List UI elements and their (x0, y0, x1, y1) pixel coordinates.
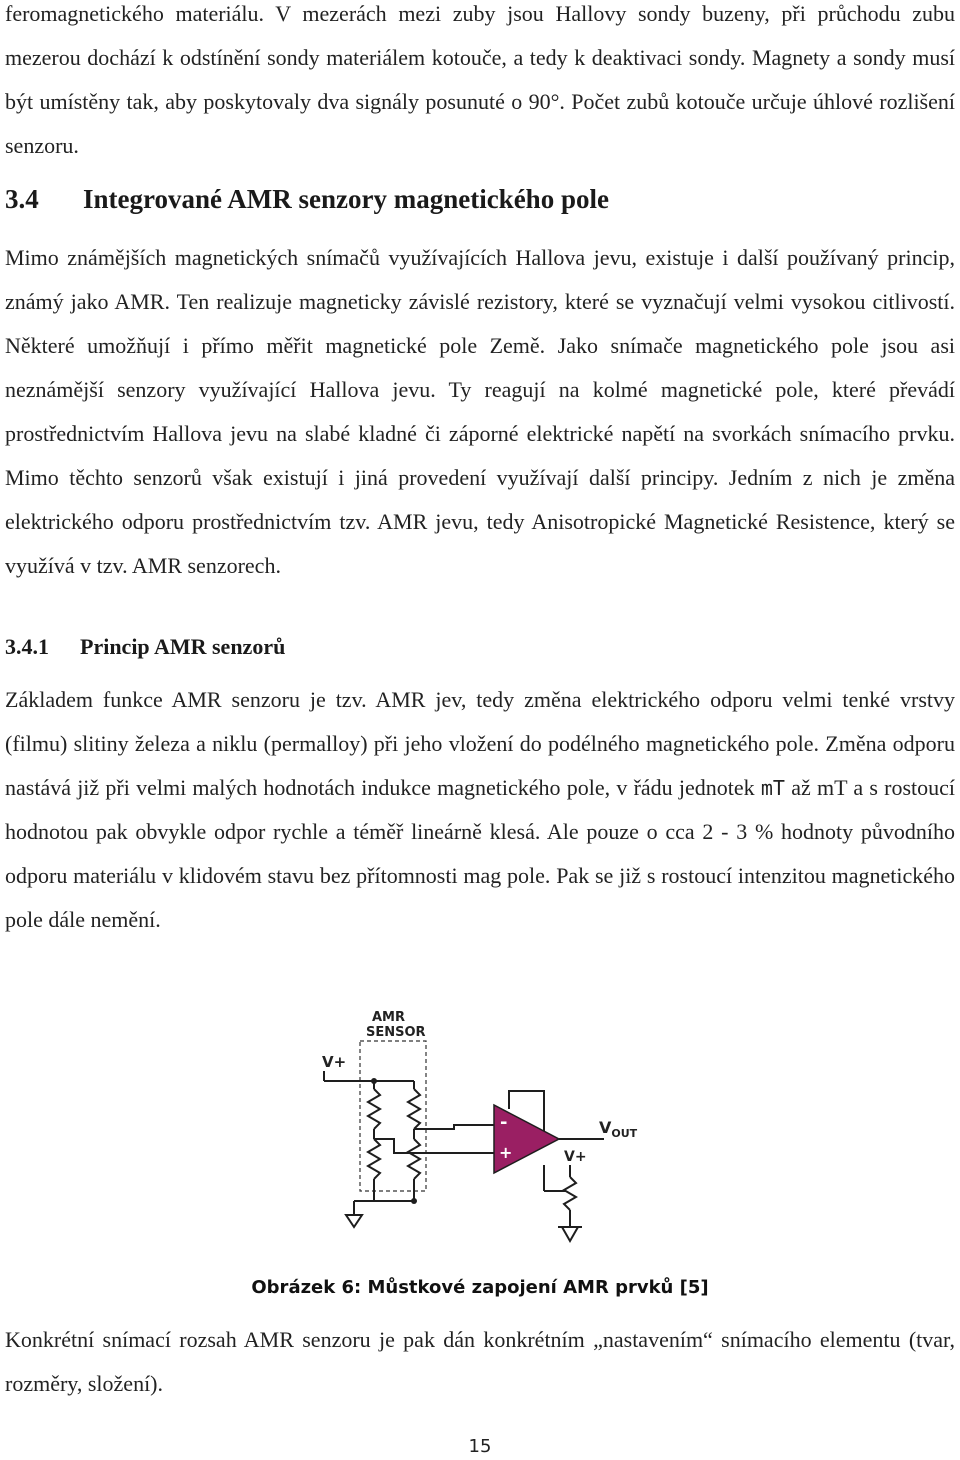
ground-symbol-right (562, 1227, 578, 1241)
figure-caption: Obrázek 6: Můstkové zapojení AMR prvků [5] (251, 1277, 709, 1298)
section-title: Integrované AMR senzory magnetického pole (83, 184, 609, 214)
subsection-paragraph (5, 678, 955, 942)
subsection-text-part1: Základem funkce AMR senzoru je tzv. AMR jev, tedy změna elektrického odporu velmi tenké vrstvy (filmu) slitiny železa a niklu (permalloy) při jeho vložení do podélného magnetického pole. Změna odporu nastává již při velmi malých hodnotách indukce magnetického pole, v řádu jednotek (5, 687, 955, 800)
unit-mono: mT (760, 776, 785, 800)
subsection-text-part2: až mT a s rostoucí hodnotou pak obvykle odpor rychle a téměř lineárně klesá. Ale pouze o cca 2 - 3 % hodnoty původního odporu materiálu v klidovém stavu bez přítomnosti mag pole. Pak se již s rostoucí intenzitou magnetického pole dále nemění. (5, 775, 956, 932)
subsection-number: 3.4.1 (5, 634, 49, 659)
section-paragraph: Mimo známějších magnetických snímačů využívajících Hallova jevu, existuje i další používaný princip, známý jako AMR. Ten realizuje magneticky závislé rezistory, které se vyznačují velmi vysokou citlivostí. Některé umožňují i přímo měřit magnetické pole Země. Jako snímače magnetického pole jsou asi neznámější senzory využívající Hallova jevu. Ty reagují na kolmé magnetické pole, které převádí prostřednictvím Hallova jevu na slabé kladné či záporné elektrické napětí na svorkách snímacího prvku. Mimo těchto senzorů však existují i jiná provedení využívají další principy. Jedním z nich je změna elektrického odporu prostřednictvím tzv. AMR jevu, tedy Anisotropické Magnetické Resistence, který se využívá v tzv. AMR senzorech. (5, 245, 955, 578)
vout-label: $V_{OUT}$ (599, 1118, 638, 1140)
vplus-left-label: V+ (322, 1053, 347, 1071)
sensor-label-line2: SENSOR (366, 1025, 426, 1040)
page-number: 15 (468, 1436, 492, 1457)
subsection-title: Princip AMR senzorů (80, 634, 286, 659)
subsection-heading (5, 634, 285, 660)
amr-bridge-circuit-figure (314, 1005, 644, 1265)
intro-paragraph: feromagnetického materiálu. V mezerách mezi zuby jsou Hallovy sondy buzeny, při průchodu zubu mezerou dochází k odstínění sondy materiálem kotouče, a tedy k deaktivaci sondy. Magnety a sondy musí být umístěny tak, aby poskytovaly dva signály posunuté o 90°. Počet zubů kotouče určuje úhlové rozlišení senzoru. (5, 1, 955, 158)
sensor-label-line1: AMR (372, 1010, 406, 1025)
circuit-wires (324, 1071, 604, 1227)
op-amp-minus: - (500, 1112, 508, 1133)
vplus-right-label: V+ (564, 1149, 587, 1165)
section-heading (5, 184, 609, 215)
op-amp-plus: + (499, 1143, 513, 1162)
final-paragraph: Konkrétní snímací rozsah AMR senzoru je pak dán konkrétním „nastavením“ snímacího elementu (tvar, rozměry, složení). (5, 1327, 955, 1396)
section-number: 3.4 (5, 184, 39, 214)
ground-symbol-left (346, 1215, 362, 1227)
